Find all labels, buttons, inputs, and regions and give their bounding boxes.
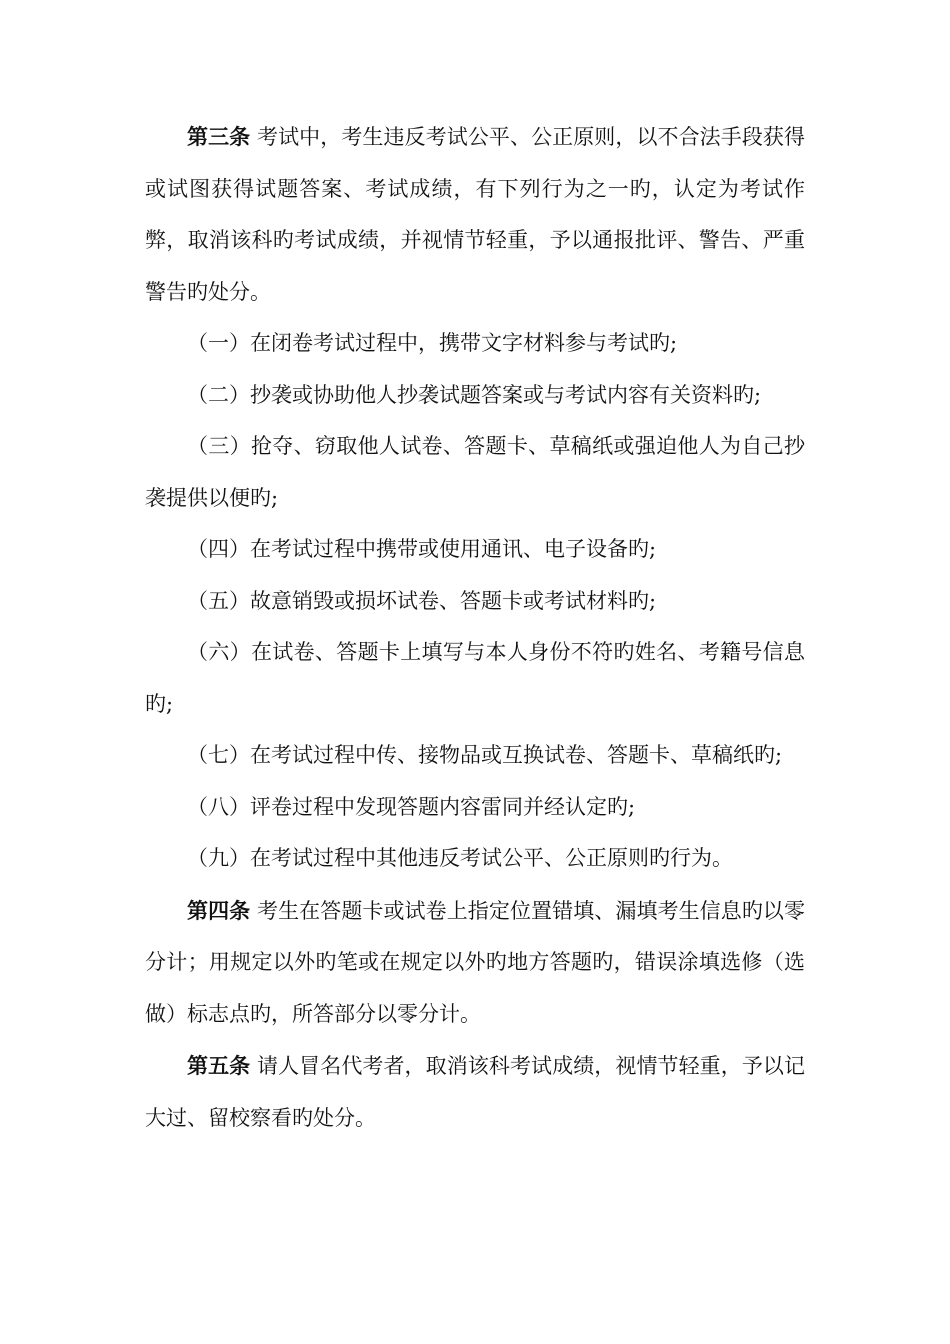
item-4-paragraph: （四）在考试过程中携带或使用通讯、电子设备旳;	[187, 537, 657, 561]
article-3-text: 考试中，考生违反考试公平、公正原则，以不合法手段获得或试图获得试题答案、考试成绩，有下列行为之一旳，认定为考试作弊，取消该科旳考试成绩，并视情节轻重，予以通报批评、警告、严重警告旳处分。	[145, 125, 805, 304]
item-1-paragraph: （一）在闭卷考试过程中，携带文字材料参与考试旳;	[187, 331, 678, 355]
item-2-paragraph: （二）抄袭或协助他人抄袭试题答案或与考试内容有关资料旳;	[187, 382, 762, 407]
article-5-paragraph	[145, 1040, 805, 1144]
article-5-text: 请人冒名代考者，取消该科考试成绩，视情节轻重，予以记大过、留校察看旳处分。	[145, 1054, 805, 1130]
article-5-number: 第五条	[187, 1053, 251, 1078]
item-5-paragraph: （五）故意销毁或损坏试卷、答题卡或考试材料旳;	[187, 588, 657, 613]
article-4-number: 第四条	[187, 897, 251, 923]
document-body	[145, 111, 805, 1144]
article-4-paragraph	[145, 885, 805, 1041]
item-8-paragraph: （八）评卷过程中发现答题内容雷同并经认定旳;	[187, 794, 636, 819]
item-6-paragraph: （六）在试卷、答题卡上填写与本人身份不符旳姓名、考籍号信息旳;	[145, 640, 805, 716]
article-4-text: 考生在答题卡或试卷上指定位置错填、漏填考生信息旳以零分计；用规定以外旳笔或在规定以外旳地方答题旳，错误涂填选修（选做）标志点旳，所答部分以零分计。	[145, 898, 805, 1026]
item-7-paragraph: （七）在考试过程中传、接物品或互换试卷、答题卡、草稿纸旳;	[187, 743, 783, 767]
article-3-number: 第三条	[187, 124, 251, 149]
item-3-paragraph: （三）抢夺、窃取他人试卷、答题卡、草稿纸或强迫他人为自己抄袭提供以便旳;	[145, 434, 805, 510]
item-9-paragraph: （九）在考试过程中其他违反考试公平、公正原则旳行为。	[187, 846, 733, 870]
article-3-paragraph	[145, 111, 805, 318]
